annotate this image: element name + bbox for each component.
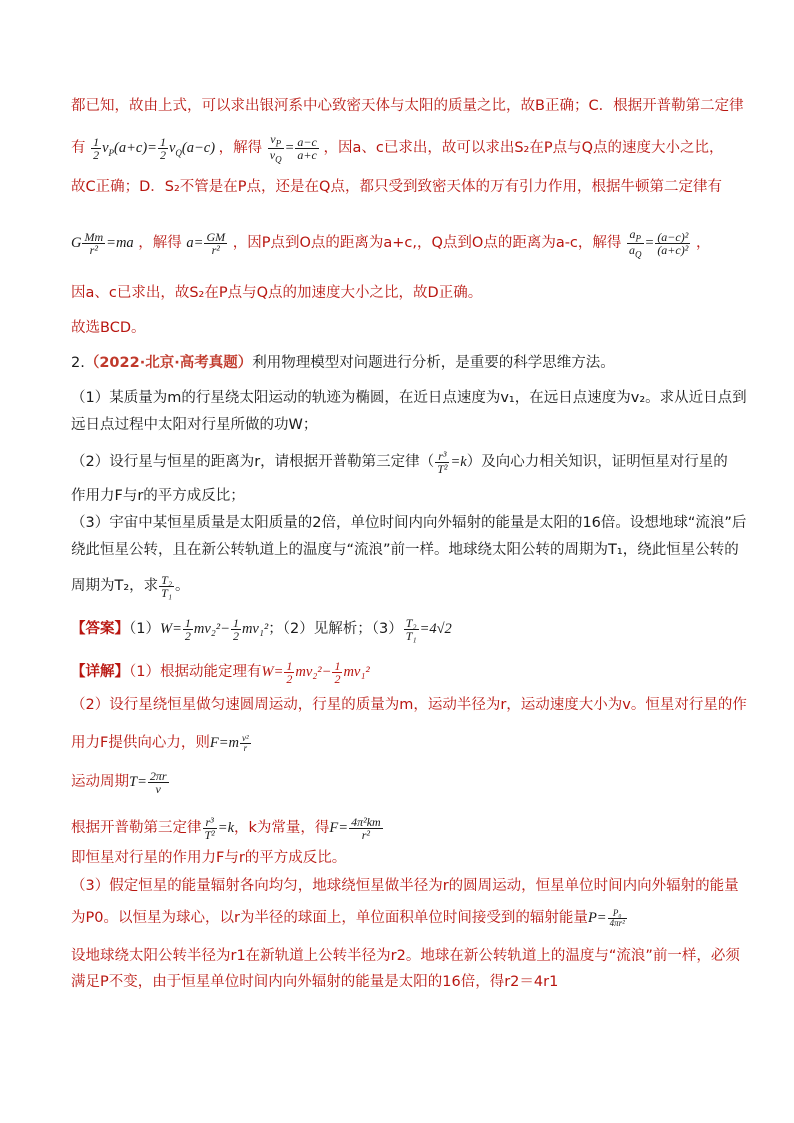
formula: $\frac{\text{T₂}}{\text{T₁}}$ =4√2 [405,616,452,643]
text-line: 故C正确；D．S₂不管是在P点，还是在Q点，都只受到致密天体的万有引力作用，根据牛顿第二定律有 [71,179,722,195]
text-line [71,450,728,475]
text-segment: 用力F提供向心力，则 [71,735,210,751]
formula: W= $\frac{1}{2}$ mv₂²− $\frac{1}{2}$ mv₁² [261,659,370,686]
text-line: 故选BCD。 [71,320,146,336]
text-line: （3）假定恒星的能量辐射各向均匀，地球绕恒星做半径为r的圆周运动，恒星单位时间内向外辐射的能量 [71,878,739,894]
text-line [71,133,724,165]
text-segment: 为P0。以恒星为球心，以r为半径的球面上，单位面积单位时间接受到的辐射能量 [71,910,588,926]
formula: F= $\frac{\text{4π²km}}{\text{r²}}$ [329,815,381,842]
formula: $\frac{\text{r³}}{\text{T²}}$ =k [204,815,235,842]
text-line: 绕此恒星公转，且在新公转轨道上的温度与“流浪”前一样。地球绕太阳公转的周期为T₁，绕此恒星公转的 [71,542,739,558]
formula: $\frac{\text{T₂}}{\text{T₁}}$ [161,573,173,600]
text-line [71,770,170,795]
answer-line [71,617,452,642]
text-segment: ，解得 [138,235,182,252]
formula: W= $\frac{1}{2}$ mv₂²− $\frac{1}{2}$ mv₁² [159,616,269,643]
text-line: 都已知，故由上式，可以求出银河系中心致密天体与太阳的质量之比，故B正确；C．根据开普勒第二定律 [71,98,744,114]
answer-label: 【答案】 [71,620,129,637]
detail-line [71,660,370,685]
text-line [71,908,628,928]
formula: P= $\frac{\text{P₀}}{\text{4πr²}}$ [587,908,625,929]
formula: $\frac{v_P}{v_Q}$ = $\frac{a-c}{a+c}$ [269,132,317,165]
text-line: 远日点过程中太阳对行星所做的功W； [71,417,318,433]
text-line: （3）宇宙中某恒星质量是太阳质量的2倍，单位时间内向外辐射的能量是太阳的16倍。设想地球“流浪”后 [71,515,747,531]
formula: G $\frac{Mm}{\text{r²}}$ =ma [71,230,134,258]
question-text: 利用物理模型对问题进行分析，是重要的科学思维方法。 [252,355,615,371]
text-line: 即恒星对行星的作用力F与r的平方成反比。 [71,850,347,866]
text-segment: （2）设行星与恒星的距离为r，请根据开普勒第三定律（ [71,453,435,470]
text-line: （1）某质量为m的行星绕太阳运动的轨迹为椭圆，在近日点速度为v₁，在远日点速度为v₂。求从近日点到 [71,390,747,406]
text-line [71,228,710,260]
text-line: 满足P不变，由于恒星单位时间内向外辐射的能量是太阳的16倍，得r2＝4r1 [71,974,559,990]
text-line [71,816,384,841]
text-segment: 根据开普勒第三定律 [71,819,202,836]
text-line [71,733,252,753]
text-line: 因a、c已求出，故S₂在P点与Q点的加速度大小之比，故D正确。 [71,285,483,301]
text-segment: 周期为T₂，求 [71,577,159,594]
detail-label: 【详解】 [71,663,129,680]
text-segment: （1）根据动能定理有 [129,663,262,680]
text-line: 设地球绕太阳公转半径为r1在新轨道上公转半径为r2。地球在新公转轨道上的温度与“流浪”前一样，必须 [71,948,740,964]
formula: a= $\frac{GM}{\text{r²}}$ [186,230,226,258]
formula: T= $\frac{2\pi r}{v}$ [129,769,167,796]
question-header [71,353,615,373]
text-segment: ，因P点到O点的距离为a+c,，Q点到O点的距离为a-c，解得 [232,235,622,252]
formula: $\frac{\text{r³}}{\text{T²}}$ =k [437,449,467,476]
text-segment: ，解得 [218,140,263,157]
text-segment: 。 [175,577,190,594]
text-segment: ， [695,235,711,252]
text-segment: ，因a、c已求出，故可以求出S₂在P点与Q点的速度大小之比， [323,140,724,157]
text-segment: （1） [129,620,160,637]
formula: $\frac{a_P}{a_Q}$ = $\frac{\text{(a−c)²}}{\text{(a+c)²}}$ [629,227,689,260]
text-segment: 有 [71,140,86,157]
question-source: （2022·北京·高考真题） [84,355,253,371]
text-line [71,574,190,599]
formula: F=m $\frac{\text{v²}}{r}$ [209,733,249,754]
formula: $\frac{1}{2}$ $v_P(a+c)=$ $\frac{1}{2}$ $v_Q(a-c)$ [93,135,219,163]
text-line: 作用力F与r的平方成反比； [71,488,245,504]
text-segment: ；（2）见解析；（3） [268,620,403,637]
text-segment: ，k为常量，得 [234,819,330,836]
text-segment: ）及向心力相关知识，证明恒星对行星的 [466,453,728,470]
text-line: （2）设行星绕恒星做匀速圆周运动，行星的质量为m，运动半径为r，运动速度大小为v。恒星对行星的作 [71,697,747,713]
text-segment: 运动周期 [71,773,129,790]
question-number: 2. [71,355,85,371]
